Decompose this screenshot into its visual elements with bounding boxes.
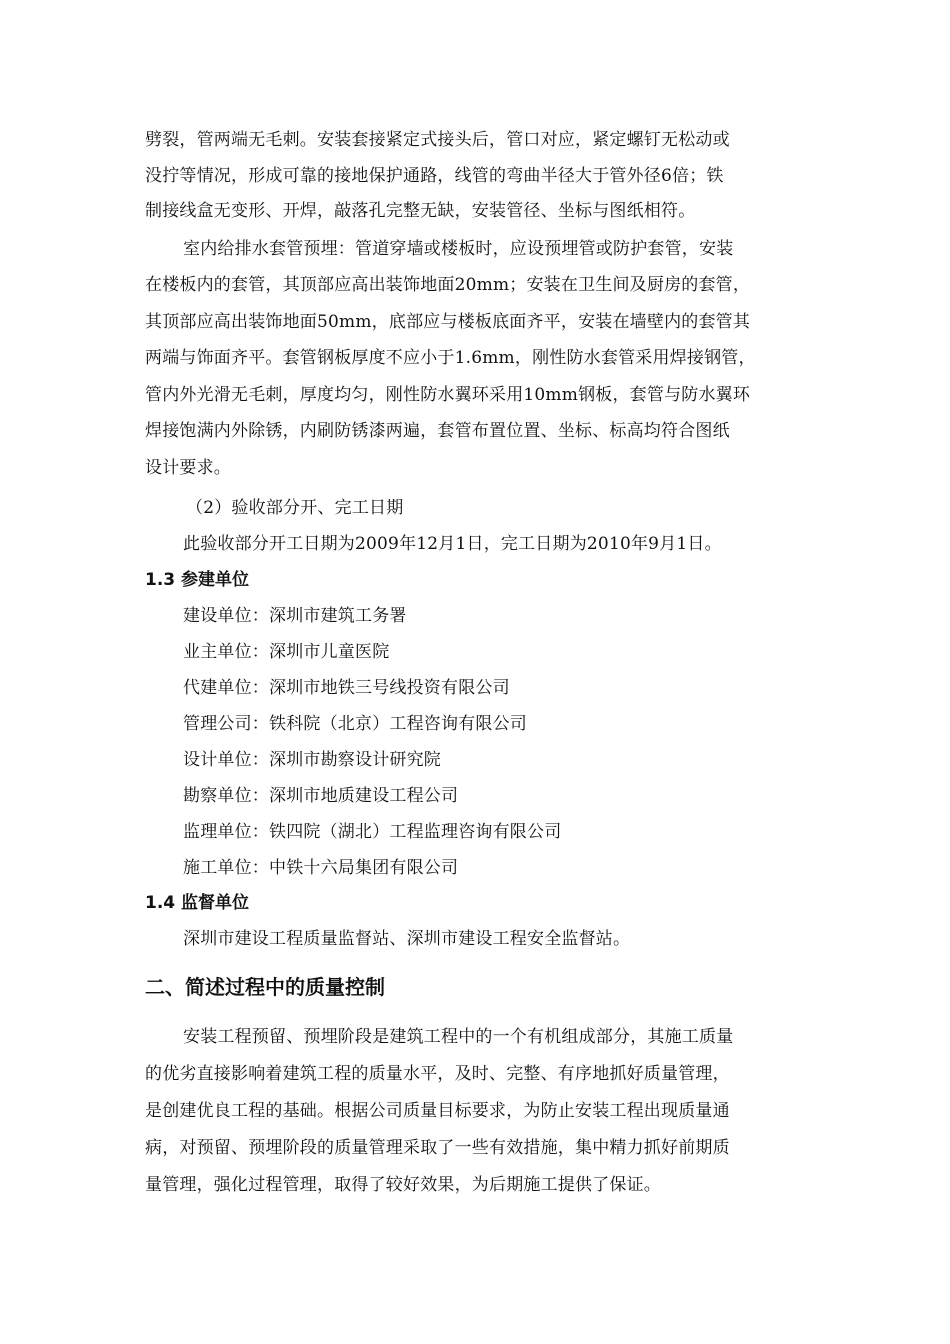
section-heading-2: 二、简述过程中的质量控制 [145,975,385,999]
paragraph-line: 设计要求。 [145,458,231,478]
paragraph-line: 焊接饱满内外除锈，内刷防锈漆两遍，套管布置位置、坐标、标高均符合图纸 [145,421,730,441]
paragraph-line: 室内给排水套管预埋：管道穿墙或楼板时，应设预埋管或防护套管，安装 [183,239,734,259]
paragraph-line: 其顶部应高出装饰地面50mm，底部应与楼板底面齐平，安装在墙壁内的套管其 [145,312,751,332]
paragraph-line: 量管理，强化过程管理，取得了较好效果，为后期施工提供了保证。 [145,1175,661,1195]
paragraph-line: 是创建优良工程的基础。根据公司质量目标要求，为防止安装工程出现质量通 [145,1101,730,1121]
unit-item: 施工单位：中铁十六局集团有限公司 [183,858,459,878]
paragraph-line: 没拧等情况，形成可靠的接地保护通路，线管的弯曲半径大于管外径6倍；铁 [145,166,724,186]
unit-item: 设计单位：深圳市勘察设计研究院 [183,750,441,770]
unit-item: 勘察单位：深圳市地质建设工程公司 [183,786,459,806]
section-heading-1-3: 1.3 参建单位 [145,570,250,590]
unit-item: 管理公司：铁科院（北京）工程咨询有限公司 [183,714,527,734]
unit-item: 监理单位：铁四院（湖北）工程监理咨询有限公司 [183,822,562,842]
paragraph-line: 的优劣直接影响着建筑工程的质量水平，及时、完整、有序地抓好质量管理， [145,1064,730,1084]
paragraph-line: 劈裂，管两端无毛刺。安装套接紧定式接头后，管口对应，紧定螺钉无松动或 [145,130,730,150]
unit-item: 业主单位：深圳市儿童医院 [183,642,390,662]
unit-item: 建设单位：深圳市建筑工务署 [183,606,407,626]
section-heading-1-4: 1.4 监督单位 [145,893,250,913]
paragraph-line: 在楼板内的套管，其顶部应高出装饰地面20mm；安装在卫生间及厨房的套管， [145,275,751,295]
unit-item: 代建单位：深圳市地铁三号线投资有限公司 [183,678,510,698]
paragraph-line: 安装工程预留、预埋阶段是建筑工程中的一个有机组成部分，其施工质量 [183,1027,734,1047]
paragraph-line: 制接线盒无变形、开焊，敲落孔完整无缺，安装管径、坐标与图纸相符。 [145,201,696,221]
acceptance-title: （2）验收部分开、完工日期 [186,498,404,518]
paragraph-line: 病，对预留、预埋阶段的质量管理采取了一些有效措施，集中精力抓好前期质 [145,1138,730,1158]
paragraph-line: 两端与饰面齐平。套管钢板厚度不应小于1.6mm，刚性防水套管采用焊接钢管， [145,348,756,368]
supervision-text: 深圳市建设工程质量监督站、深圳市建设工程安全监督站。 [183,929,631,949]
acceptance-text: 此验收部分开工日期为2009年12月1日，完工日期为2010年9月1日。 [183,534,722,554]
paragraph-line: 管内外光滑无毛刺，厚度均匀，刚性防水翼环采用10mm钢板，套管与防水翼环 [145,385,751,405]
